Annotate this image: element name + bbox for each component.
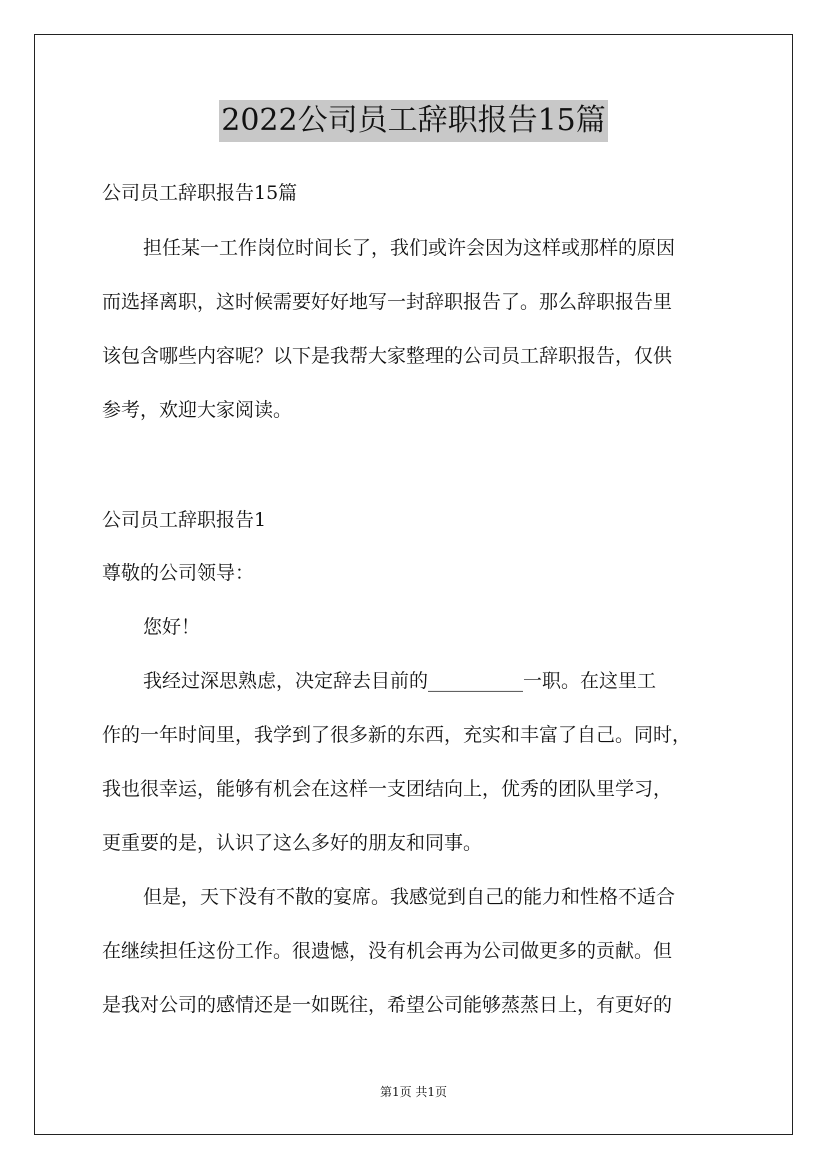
intro-line-3: 该包含哪些内容呢？以下是我帮大家整理的公司员工辞职报告，仅供	[102, 345, 673, 367]
para1-line-3: 我也很幸运，能够有机会在这样一支团结向上，优秀的团队里学习，	[102, 778, 673, 800]
section-heading: 公司员工辞职报告1	[102, 509, 267, 531]
para2-line-2: 在继续担任这份工作。很遗憾，没有机会再为公司做更多的贡献。但	[102, 940, 673, 962]
page-footer: 第1页 共1页	[379, 1085, 448, 1099]
greeting: 您好！	[143, 616, 201, 638]
salutation: 尊敬的公司领导：	[102, 562, 255, 584]
para1-line-1: 我经过深思熟虑，决定辞去目前的__________一职。在这里工	[143, 670, 657, 692]
para1-line-4: 更重要的是，认识了这么多好的朋友和同事。	[102, 832, 483, 854]
document-title: 2022公司员工辞职报告15篇	[219, 100, 608, 142]
intro-line-2: 而选择离职，这时候需要好好地写一封辞职报告了。那么辞职报告里	[102, 291, 673, 313]
title-container	[0, 100, 827, 142]
para1-line-2: 作的一年时间里，我学到了很多新的东西，充实和丰富了自己。同时，	[102, 724, 692, 746]
intro-line-1: 担任某一工作岗位时间长了，我们或许会因为这样或那样的原因	[143, 237, 676, 259]
para2-line-1: 但是，天下没有不散的宴席。我感觉到自己的能力和性格不适合	[143, 886, 676, 908]
document-subtitle: 公司员工辞职报告15篇	[102, 182, 298, 204]
para2-line-3: 是我对公司的感情还是一如既往，希望公司能够蒸蒸日上，有更好的	[102, 994, 673, 1016]
intro-line-4: 参考，欢迎大家阅读。	[102, 399, 293, 421]
